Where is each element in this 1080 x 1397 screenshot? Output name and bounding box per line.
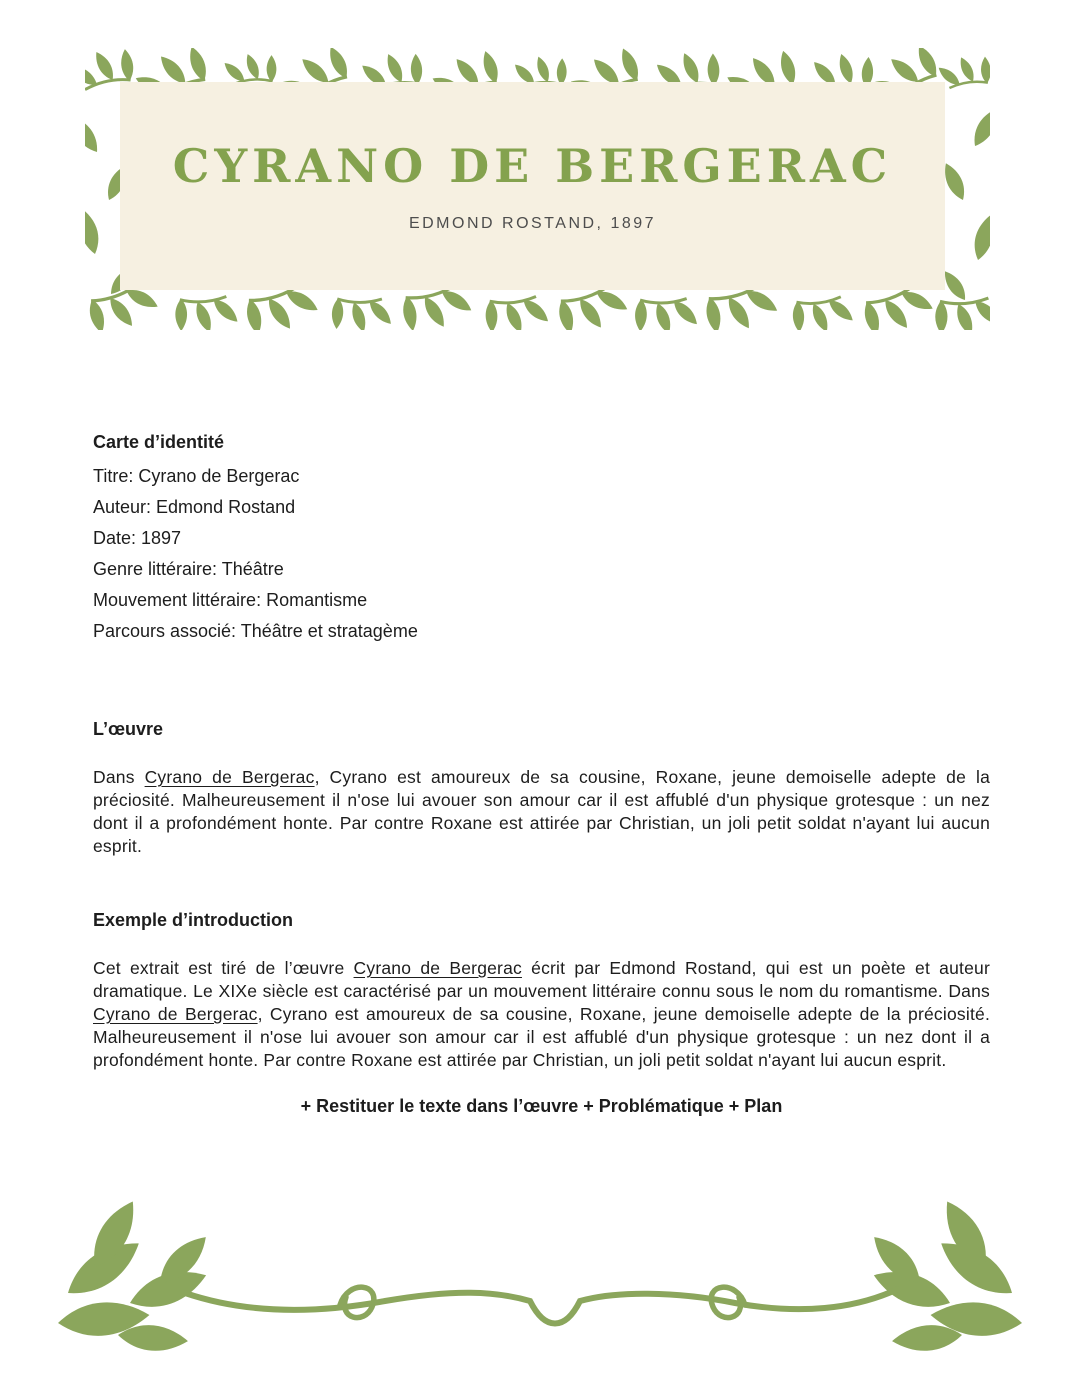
- oeuvre-heading: L’œuvre: [93, 719, 164, 739]
- paragraph-text: , Cyrano est amoureux de sa cousine, Roxane, jeune demoiselle adepte de la préciosité. Malheureusement il n'ose lui avouer son amour car il est affublé d'un physique grotesque : un nez dont il a profondément honte. Par contre Roxane est attirée par Christian, un joli petit soldat n'ayant lui aucun esprit.: [93, 767, 991, 856]
- identity-line-genre: Genre littéraire: Théâtre: [93, 559, 284, 579]
- paragraph-text: écrit par Edmond Rostand, qui est un poète et auteur dramatique. Le XIXe siècle est caractérisé par un mouvement littéraire connu sous le nom du romantisme. Dans: [93, 958, 990, 1001]
- identity-line-movement: Mouvement littéraire: Romantisme: [93, 590, 368, 610]
- paragraph-text: Cet extrait est tiré de l’œuvre: [93, 958, 354, 978]
- identity-line-author: Auteur: Edmond Rostand: [93, 497, 296, 517]
- introduction-heading: Exemple d’introduction: [93, 910, 294, 930]
- work-title-reference: Cyrano de Bergerac: [93, 1004, 258, 1024]
- work-title-reference: Cyrano de Bergerac: [353, 958, 522, 978]
- header-banner: [85, 48, 990, 330]
- identity-line-date: Date: 1897: [93, 528, 182, 548]
- oeuvre-paragraph: [93, 766, 990, 858]
- document-title: CYRANO DE BERGERAC: [172, 139, 893, 193]
- paragraph-text: Dans: [93, 767, 145, 787]
- outline-note: + Restituer le texte dans l’œuvre + Problématique + Plan: [300, 1096, 783, 1116]
- footer-vine-decoration: [0, 1201, 1080, 1361]
- oeuvre-section: [93, 719, 990, 858]
- document-subtitle: EDMOND ROSTAND, 1897: [408, 215, 657, 232]
- introduction-section: [93, 910, 990, 1117]
- introduction-paragraph: [93, 957, 990, 1072]
- work-title-reference: Cyrano de Bergerac: [144, 767, 315, 787]
- identity-line-parcours: Parcours associé: Théâtre et stratagème: [93, 621, 418, 641]
- identity-heading: Carte d’identité: [93, 432, 225, 452]
- identity-line-title: Titre: Cyrano de Bergerac: [93, 466, 300, 486]
- document-body: [0, 432, 1080, 1117]
- paragraph-text: , Cyrano est amoureux de sa cousine, Roxane, jeune demoiselle adepte de la préciosité. Malheureusement il n'ose lui avouer son amour car il est affublé d'un physique grotesque : un nez dont il a profondément honte. Par contre Roxane est attirée par Christian, un joli petit soldat n'ayant lui aucun esprit.: [93, 1004, 991, 1070]
- banner-card: [120, 82, 945, 290]
- identity-section: [93, 432, 990, 647]
